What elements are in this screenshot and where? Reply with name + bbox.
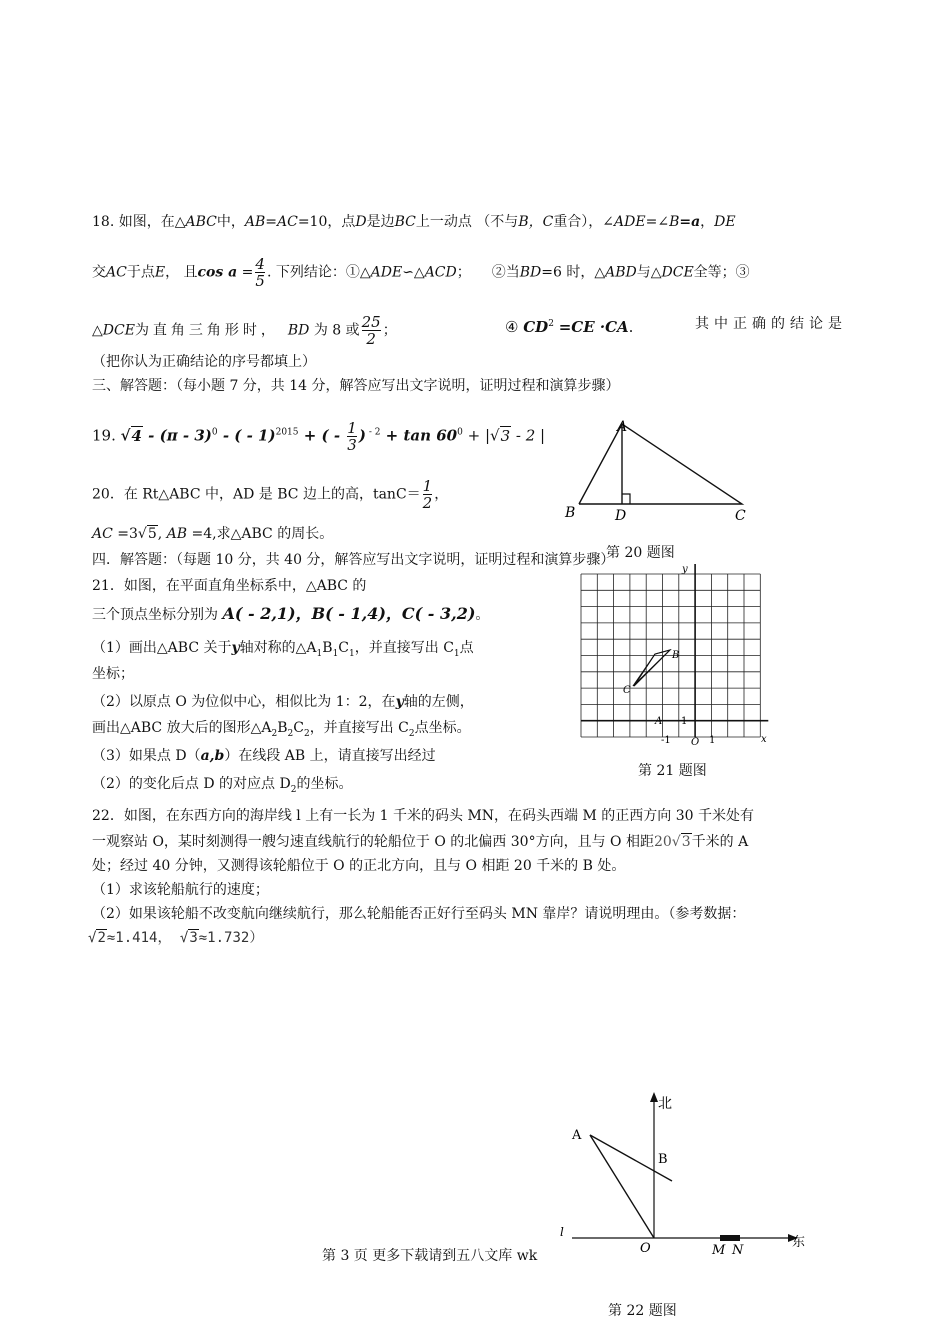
fig20-label-d: D [615,508,627,524]
fig22-label-o: O [640,1241,651,1256]
figure-20 [560,418,760,528]
q18-item-4: ④ $CD^2 =CE \cdot CA$. [505,318,634,336]
q22-part-2: （2）如果该轮船不改变航向继续航行，那么轮船能否正好行至码头 MN 靠岸？请说明理由。（参考数据： [92,906,746,922]
fig22-caption: 第 22 题图 [608,1303,677,1319]
q21-part-3: （3）如果点 D（a,b）在线段 AB 上，请直接写出经过 [92,748,436,764]
q18-line-2: 交AC于点E， 且cos a = $\frac{4}{5}$ . 下列结论：①△ADE∽△ACD； ②当BD=6 时，△ABD与△DCE全等；③ [92,255,750,290]
fig21-label-y: y [682,564,688,575]
fig21-label-one-y: 1 [681,716,688,727]
q20-line-2: AC =3√5, AB =4,求△ABC 的周长。 [92,526,334,542]
q18-line-1: 18. 如图，在△ABC中，AB=AC=10，点D是边BC上一动点 （不与B，C重合），∠ADE=∠B=a，DE [92,214,736,230]
fraction-25-2: $\frac{25}{2}$ [361,313,381,348]
section-4-heading: 四．解答题：（每题 10 分，共 40 分，解答应写出文字说明，证明过程和演算步骤） [92,552,615,568]
q21-line-1: 21．如图，在平面直角坐标系中，△ABC 的 [92,578,367,594]
q22-line-3: 处；经过 40 分钟，又测得该轮船位于 O 的正北方向，且与 O 相距 20 千米的 B 处。 [92,858,626,874]
fig21-label-c: C [623,685,631,696]
q22-part-1: （1）求该轮船航行的速度； [92,882,269,898]
fig21-caption: 第 21 题图 [638,763,707,779]
fig22-label-l: l [560,1225,564,1239]
fig22-label-east: 东 [792,1235,806,1250]
fig20-label-a: A [617,419,628,435]
fig22-label-m: M [712,1243,726,1258]
q21-line-2: 三个顶点坐标分别为 A( - 2,1)，B( - 1,4)，C( - 3,2)。 [92,604,490,623]
fig22-label-a: A [572,1128,582,1143]
fig20-label-c: C [735,508,746,524]
page-footer: 第 3 页 更多下载请到五八文库 wk [322,1248,538,1264]
fig21-label-one-x: 1 [709,735,716,746]
figure-22 [552,1088,812,1264]
fig22-label-north: 北 [658,1096,672,1112]
q21-part-2-line-2: 画出△ABC 放大后的图形$\triangle A_2B_2C_2$，并直接写出 $C_2$点坐标。 [92,720,471,739]
q20-line-1: 20．在 Rt△ABC 中，AD 是 BC 边上的高，tanC＝ $\frac{1}{2}$ ， [92,477,449,512]
fig21-label-a: A [655,716,663,727]
fig22-label-b: B [658,1152,668,1167]
fig22-label-n: N [732,1243,744,1258]
q19-expression: 19. √4 - (π - 3)$^0$ - ( - 1)$^{2015}$ + ( - $\frac{1}{3}$ ) $^{- 2} + \tan 60^0 + |√3 - 2$ | [92,419,546,454]
fig21-label-b: B [672,650,680,661]
fig21-label-o: O [691,737,700,748]
q18-line-3: △DCE为直角三角形时， BD 为 8 或 $\frac{25}{2}$ ； [92,313,397,348]
q22-line-1: 22．如图，在东西方向的海岸线 l 上有一长为 1 千米的码头 MN，在码头西端 M 的正西方向 30 千米处有 [92,808,754,824]
q21-part-2: （2）以原点 O 为位似中心，相似比为 1：2，在y轴的左侧， [92,694,474,710]
figure-21-grid [575,562,775,756]
q21-part-3-line-2: （2）的变化后点 D 的对应点 $D_2$的坐标。 [92,776,353,795]
fig20-label-b: B [565,505,576,521]
fig20-caption: 第 20 题图 [606,545,675,561]
q21-part-1-line-2: 坐标； [92,666,134,682]
q21-part-1: （1）画出△ABC 关于y轴对称的$\triangle A_1B_1C_1$，并直接写出 $C_1$点 [92,640,474,659]
fraction-4-5: $\frac{4}{5}$ [255,255,265,290]
q22-line-2: 一观察站 O，某时刻测得一艘匀速直线航行的轮船位于 O 的北偏西 30°方向，且与 O 相距20√3千米的 A [92,834,749,850]
fig21-label-neg1: -1 [661,735,671,746]
q22-reference-data: √2≈1.414， √3≈1.732） [88,930,264,946]
q18-line-4: （把你认为正确结论的序号都填上） [92,354,316,370]
fig21-label-x: x [761,734,767,745]
q18-conclusion-label: 其中正确的结论是 [695,316,847,332]
section-3-heading: 三、解答题：（每小题 7 分，共 14 分，解答应写出文字说明，证明过程和演算步骤） [92,378,620,394]
